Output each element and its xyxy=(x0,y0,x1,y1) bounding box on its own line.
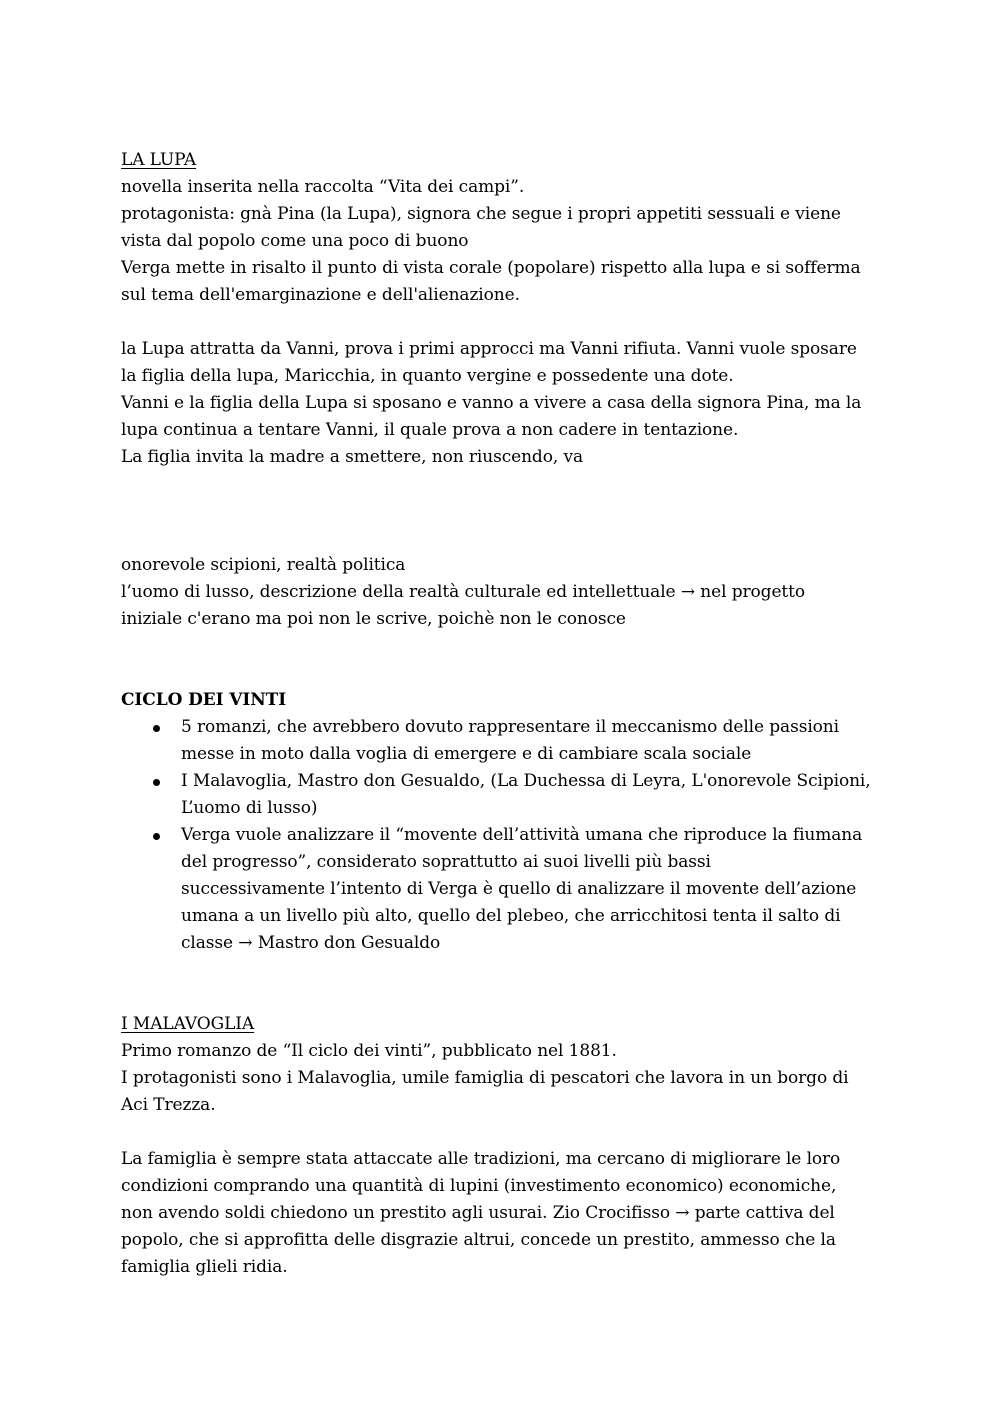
text-line: protagonista: gnà Pina (la Lupa), signora che segue i propri appetiti sessuali e viene xyxy=(121,204,841,224)
spacer xyxy=(121,957,881,1011)
spacer xyxy=(121,1119,881,1146)
text-line: famiglia glieli ridia. xyxy=(121,1257,288,1277)
paragraph-malavoglia-plot xyxy=(121,1146,881,1281)
paragraph-notes xyxy=(121,552,881,633)
text-line: Primo romanzo de “Il ciclo dei vinti”, pubblicato nel 1881. xyxy=(121,1041,617,1061)
text-line: onorevole scipioni, realtà politica xyxy=(121,555,406,575)
text-line: umana a un livello più alto, quello del plebeo, che arricchitosi tenta il salto di xyxy=(181,906,841,926)
text-line: iniziale c'erano ma poi non le scrive, poichè non le conosce xyxy=(121,609,626,629)
text-line: Vanni e la figlia della Lupa si sposano e vanno a vivere a casa della signora Pina, ma la xyxy=(121,393,862,413)
text-line: 5 romanzi, che avrebbero dovuto rappresentare il meccanismo delle passioni xyxy=(181,717,839,737)
text-line: I protagonisti sono i Malavoglia, umile famiglia di pescatori che lavora in un borgo di xyxy=(121,1068,849,1088)
text-line: l’uomo di lusso, descrizione della realtà culturale ed intellettuale → nel progetto xyxy=(121,582,806,602)
spacer xyxy=(121,309,881,336)
text-line: sul tema dell'emarginazione e dell'alienazione. xyxy=(121,285,520,305)
section-heading-i-malavoglia: I MALAVOGLIA xyxy=(121,1014,255,1034)
list-item xyxy=(121,768,881,822)
paragraph-la-lupa-plot xyxy=(121,336,881,471)
text-line: popolo, che si approfitta delle disgrazie altrui, concede un prestito, ammesso che la xyxy=(121,1230,836,1250)
text-line: vista dal popolo come una poco di buono xyxy=(121,231,469,251)
text-line: Verga mette in risalto il punto di vista corale (popolare) rispetto alla lupa e si sofferma xyxy=(121,258,861,278)
spacer xyxy=(121,633,881,687)
text-line: novella inserita nella raccolta “Vita dei campi”. xyxy=(121,177,525,197)
document-page xyxy=(121,147,881,1281)
bullet-list xyxy=(121,714,881,957)
text-line: messe in moto dalla voglia di emergere e di cambiare scala sociale xyxy=(181,744,752,764)
text-line: Aci Trezza. xyxy=(121,1095,216,1115)
paragraph-malavoglia-intro xyxy=(121,1038,881,1119)
text-line: la Lupa attratta da Vanni, prova i primi approcci ma Vanni rifiuta. Vanni vuole sposare xyxy=(121,339,857,359)
list-item xyxy=(121,714,881,768)
text-line: non avendo soldi chiedono un prestito agli usurai. Zio Crocifisso → parte cattiva del xyxy=(121,1203,835,1223)
list-item xyxy=(121,822,881,957)
text-line: lupa continua a tentare Vanni, il quale prova a non cadere in tentazione. xyxy=(121,420,739,440)
bullet-icon xyxy=(153,779,160,786)
text-line: La figlia invita la madre a smettere, non riuscendo, va xyxy=(121,447,583,467)
text-line: del progresso”, considerato soprattutto ai suoi livelli più bassi xyxy=(181,852,711,872)
text-line: I Malavoglia, Mastro don Gesualdo, (La Duchessa di Leyra, L'onorevole Scipioni, xyxy=(181,771,871,791)
section-heading-ciclo-dei-vinti: CICLO DEI VINTI xyxy=(121,690,287,710)
text-line: La famiglia è sempre stata attaccate alle tradizioni, ma cercano di migliorare le loro xyxy=(121,1149,841,1169)
bullet-icon xyxy=(153,833,160,840)
bullet-icon xyxy=(153,725,160,732)
text-line: classe → Mastro don Gesualdo xyxy=(181,933,441,953)
text-line: Verga vuole analizzare il “movente dell’attività umana che riproduce la fiumana xyxy=(181,825,863,845)
spacer xyxy=(121,471,881,552)
text-line: successivamente l’intento di Verga è quello di analizzare il movente dell’azione xyxy=(181,879,857,899)
paragraph-la-lupa-intro xyxy=(121,174,881,309)
text-line: la figlia della lupa, Maricchia, in quanto vergine e possedente una dote. xyxy=(121,366,734,386)
section-heading-la-lupa: LA LUPA xyxy=(121,150,197,170)
text-line: condizioni comprando una quantità di lupini (investimento economico) economiche, xyxy=(121,1176,837,1196)
text-line: L’uomo di lusso) xyxy=(181,798,318,818)
